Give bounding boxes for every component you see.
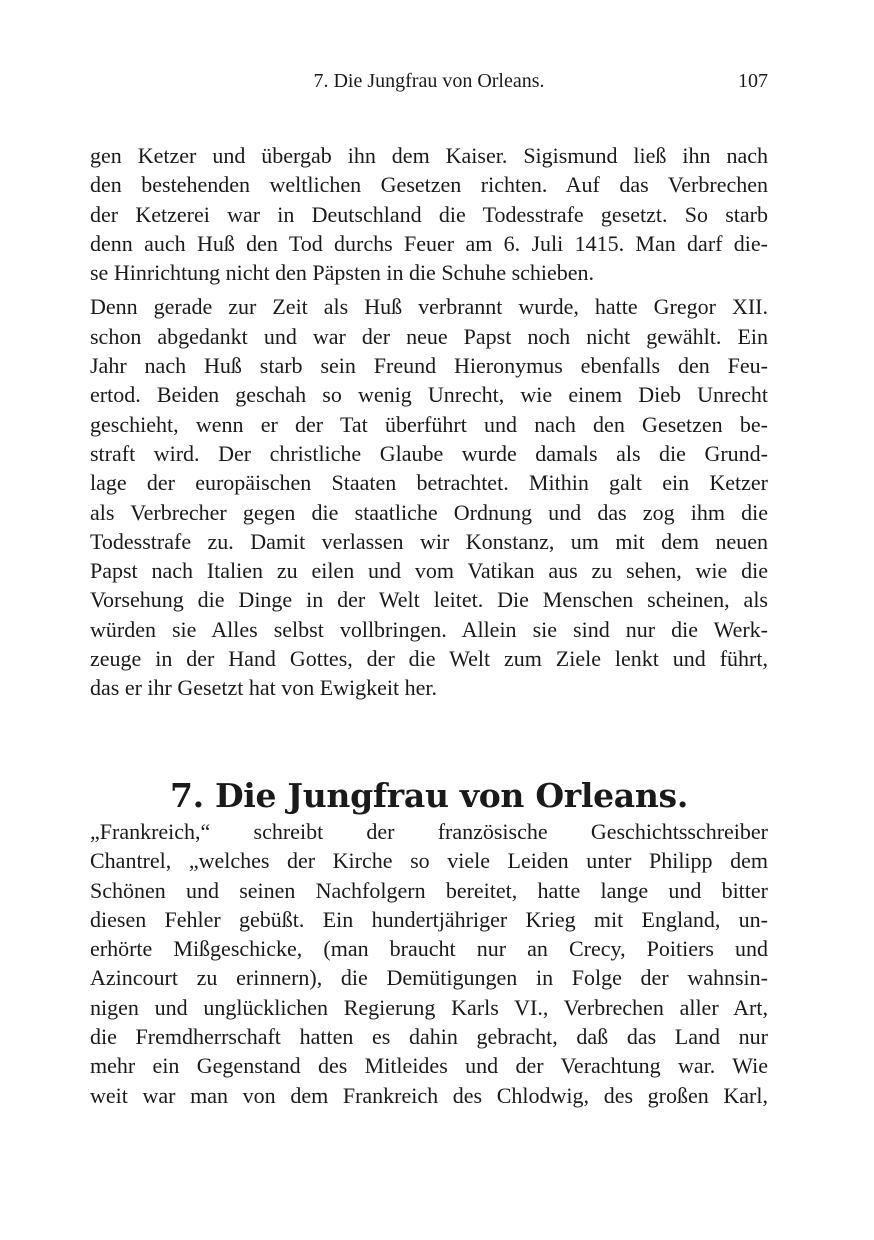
text-line: die Fremdherrschaft hatten es dahin gebracht, daß das Land nur: [90, 1024, 768, 1050]
text-line: Chantrel, „welches der Kirche so viele Leiden unter Philipp dem: [90, 848, 768, 874]
text-line: lage der europäischen Staaten betrachtet. Mithin galt ein Ketzer: [90, 470, 768, 496]
text-line: se Hinrichtung nicht den Päpsten in die Schuhe schieben.: [90, 260, 595, 286]
text-line: das er ihr Gesetzt hat von Ewigkeit her.: [90, 675, 438, 701]
running-title: 7. Die Jungfrau von Orleans.: [313, 70, 545, 92]
text-line: weit war man von dem Frankreich des Chlodwig, des großen Karl,: [90, 1082, 768, 1108]
text-line: gen Ketzer und übergab ihn dem Kaiser. Sigismund ließ ihn nach: [90, 143, 768, 168]
text-line: erhörte Mißgeschicke, (man braucht nur an Crecy, Poitiers und: [90, 936, 768, 962]
text-line: würden sie Alles selbst vollbringen. Allein sie sind nur die Werk-: [90, 616, 768, 642]
paragraph-chantrel-quote: [90, 817, 768, 1110]
text-block-upper: [90, 141, 768, 703]
text-line: Papst nach Italien zu eilen und vom Vatikan aus zu sehen, wie die: [90, 558, 768, 584]
chapter-heading: 7. Die Jungfrau von Orleans.: [169, 776, 689, 816]
paragraph-hus-execution: [90, 141, 768, 287]
text-block-lower: [90, 817, 768, 1110]
text-line: straft wird. Der christliche Glaube wurde damals als die Grund-: [90, 440, 768, 466]
paragraph-gregor-abdication: [90, 292, 768, 702]
text-line: Denn gerade zur Zeit als Huß verbrannt wurde, hatte Gregor XII.: [90, 294, 768, 320]
text-line: diesen Fehler gebüßt. Ein hundertjähriger Krieg mit England, un-: [90, 906, 768, 932]
text-line: denn auch Huß den Tod durchs Feuer am 6. Juli 1415. Man darf die-: [90, 230, 768, 256]
text-line: Schönen und seinen Nachfolgern bereitet, hatte lange und bitter: [90, 877, 768, 903]
text-line: schon abgedankt und war der neue Papst noch nicht gewählt. Ein: [90, 323, 768, 349]
page-number: 107: [738, 70, 768, 92]
text-line: Vorsehung die Dinge in der Welt leitet. Die Menschen scheinen, als: [90, 587, 768, 613]
text-line: zeuge in der Hand Gottes, der die Welt zum Ziele lenkt und führt,: [90, 646, 768, 672]
text-line: Jahr nach Huß starb sein Freund Hieronymus ebenfalls den Feu-: [90, 353, 768, 379]
text-line: geschieht, wenn er der Tat überführt und nach den Gesetzen be-: [90, 411, 768, 437]
text-line: Todesstrafe zu. Damit verlassen wir Konstanz, um mit dem neuen: [90, 528, 768, 554]
text-line: nigen und unglücklichen Regierung Karls VI., Verbrechen aller Art,: [90, 994, 768, 1020]
text-line: den bestehenden weltlichen Gesetzen richten. Auf das Verbrechen: [90, 172, 768, 198]
running-header: [90, 68, 768, 94]
text-line: der Ketzerei war in Deutschland die Todesstrafe gesetzt. So starb: [90, 201, 768, 227]
text-line: ertod. Beiden geschah so wenig Unrecht, wie einem Dieb Unrecht: [90, 382, 768, 408]
text-line: als Verbrecher gegen die staatliche Ordnung und das zog ihm die: [90, 499, 768, 525]
text-line: mehr ein Gegenstand des Mitleides und der Verachtung war. Wie: [90, 1053, 768, 1079]
text-line: „Frankreich,“ schreibt der französische Geschichtsschreiber: [90, 819, 768, 844]
text-line: Azincourt zu erinnern), die Demütigungen in Folge der wahnsin-: [90, 965, 768, 991]
